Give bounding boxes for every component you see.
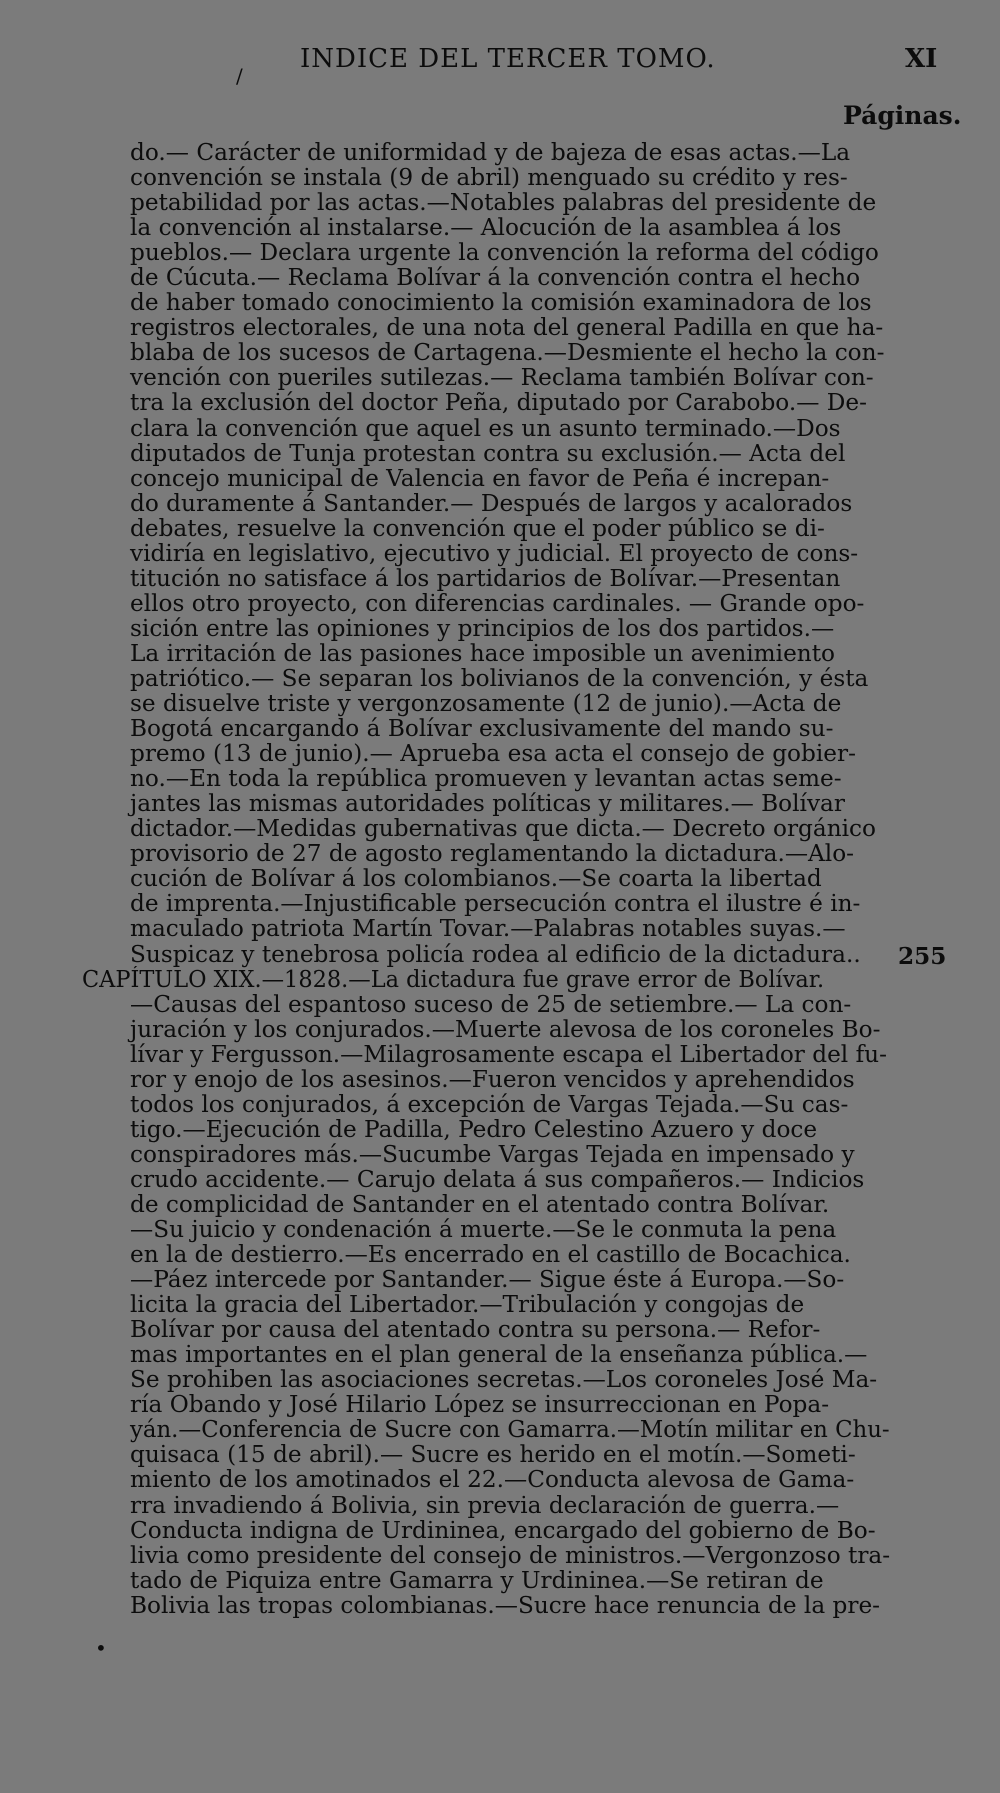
text-line: livia como presidente del consejo de ministros.—Vergonzoso tra- xyxy=(130,1541,891,1569)
text-line: clara la convención que aquel es un asunto terminado.—Dos xyxy=(130,414,841,442)
text-line: lívar y Fergusson.—Milagrosamente escapa el Libertador del fu- xyxy=(130,1040,887,1068)
text-line: Bolivia las tropas colombianas.—Sucre hace renuncia de la pre- xyxy=(130,1591,881,1619)
text-line: titución no satisface á los partidarios de Bolívar.—Presentan xyxy=(130,564,841,592)
text-line: crudo accidente.— Carujo delata á sus compañeros.— Indicios xyxy=(130,1165,865,1193)
text-line: tigo.—Ejecución de Padilla, Pedro Celestino Azuero y doce xyxy=(130,1115,818,1143)
text-line: —Su juicio y condenación á muerte.—Se le conmuta la pena xyxy=(130,1216,837,1244)
text-line: de complicidad de Santander en el atentado contra Bolívar. xyxy=(130,1190,830,1218)
text-line: sición entre las opiniones y principios de los dos partidos.— xyxy=(130,614,835,642)
index-text-block xyxy=(82,139,891,1619)
text-line: Conducta indigna de Urdininea, encargado del gobierno de Bo- xyxy=(130,1516,876,1544)
text-line: premo (13 de junio).— Aprueba esa acta el consejo de gobier- xyxy=(130,740,856,768)
text-line: diputados de Tunja protestan contra su exclusión.— Acta del xyxy=(130,439,846,467)
text-line: ría Obando y José Hilario López se insurreccionan en Popa- xyxy=(130,1391,830,1419)
header-mark: / xyxy=(236,64,243,88)
text-line: yán.—Conferencia de Sucre con Gamarra.—Motín militar en Chu- xyxy=(130,1416,890,1444)
text-line: de Cúcuta.— Reclama Bolívar á la convención contra el hecho xyxy=(130,264,861,292)
text-line: cución de Bolívar á los colombianos.—Se coarta la libertad xyxy=(130,865,822,893)
text-line: La irritación de las pasiones hace imposible un avenimiento xyxy=(130,639,835,667)
text-line: —Causas del espantoso suceso de 25 de setiembre.— La con- xyxy=(130,990,852,1018)
text-line: la convención al instalarse.— Alocución de la asamblea á los xyxy=(130,214,842,242)
text-line: blaba de los sucesos de Cartagena.—Desmiente el hecho la con- xyxy=(130,339,885,367)
text-line: quisaca (15 de abril).— Sucre es herido en el motín.—Someti- xyxy=(130,1441,856,1469)
text-line: no.—En toda la república promueven y levantan actas seme- xyxy=(130,765,842,793)
text-line: do duramente á Santander.— Después de largos y acalorados xyxy=(130,489,853,517)
text-line: provisorio de 27 de agosto reglamentando la dictadura.—Alo- xyxy=(130,840,854,868)
text-line: convención se instala (9 de abril) menguado su crédito y res- xyxy=(130,164,848,192)
text-line: conspiradores más.—Sucumbe Vargas Tejada en impensado y xyxy=(130,1140,855,1168)
text-line: ellos otro proyecto, con diferencias cardinales. — Grande opo- xyxy=(130,589,865,617)
text-line: vención con pueriles sutilezas.— Reclama también Bolívar con- xyxy=(130,364,874,392)
text-line: juración y los conjurados.—Muerte alevosa de los coroneles Bo- xyxy=(130,1015,881,1043)
running-header xyxy=(0,44,1000,78)
text-line: pueblos.— Declara urgente la convención la reforma del código xyxy=(130,239,879,267)
text-line: se disuelve triste y vergonzosamente (12 de junio).—Acta de xyxy=(130,690,842,718)
header-title: INDICE DEL TERCER TOMO. xyxy=(300,44,716,74)
text-line: ror y enojo de los asesinos.—Fueron vencidos y aprehendidos xyxy=(130,1065,855,1093)
text-line: dictador.—Medidas gubernativas que dicta.— Decreto orgánico xyxy=(130,815,877,843)
text-line: petabilidad por las actas.—Notables palabras del presidente de xyxy=(130,189,877,217)
text-line: tado de Piquiza entre Gamarra y Urdininea.—Se retiran de xyxy=(130,1566,824,1594)
header-page-number: XI xyxy=(905,44,938,74)
text-line: Bolívar por causa del atentado contra su persona.— Refor- xyxy=(130,1316,821,1344)
text-line: debates, resuelve la convención que el poder público se di- xyxy=(130,514,825,542)
text-line: jantes las mismas autoridades políticas y militares.— Bolívar xyxy=(130,790,845,818)
text-line: mas importantes en el plan general de la enseñanza pública.— xyxy=(130,1341,868,1369)
text-line: tra la exclusión del doctor Peña, diputado por Carabobo.— De- xyxy=(130,389,867,417)
text-line: Se prohiben las asociaciones secretas.—Los coroneles José Ma- xyxy=(130,1366,878,1394)
text-line: concejo municipal de Valencia en favor de Peña é increpan- xyxy=(130,464,830,492)
text-line: de haber tomado conocimiento la comisión examinadora de los xyxy=(130,289,872,317)
text-line: de imprenta.—Injustificable persecución contra el ilustre é in- xyxy=(130,890,861,918)
text-line: Bogotá encargando á Bolívar exclusivamente del mando su- xyxy=(130,715,834,743)
text-line: registros electorales, de una nota del general Padilla en que ha- xyxy=(130,314,884,342)
text-line: —Páez intercede por Santander.— Sigue éste á Europa.—So- xyxy=(130,1266,845,1294)
footer-mark: • xyxy=(95,1636,107,1660)
text-line: maculado patriota Martín Tovar.—Palabras notables suyas.— xyxy=(130,915,846,943)
text-line: patriótico.— Se separan los bolivianos de la convención, y ésta xyxy=(130,664,869,692)
chapter-heading-line: CAPÍTULO XIX.—1828.—La dictadura fue grave error de Bolívar. xyxy=(82,965,825,993)
text-line: rra invadiendo á Bolivia, sin previa declaración de guerra.— xyxy=(130,1491,840,1519)
text-line: Suspicaz y tenebrosa policía rodea al edificio de la dictadura.. xyxy=(130,940,861,968)
text-line: licita la gracia del Libertador.—Tribulación y congojas de xyxy=(130,1291,805,1319)
page-reference: 255 xyxy=(898,943,947,970)
text-line: en la de destierro.—Es encerrado en el castillo de Bocachica. xyxy=(130,1241,851,1269)
text-line: do.— Carácter de uniformidad y de bajeza de esas actas.—La xyxy=(130,139,851,166)
text-line: vidiría en legislativo, ejecutivo y judicial. El proyecto de cons- xyxy=(130,539,859,567)
paginas-label: Páginas. xyxy=(843,101,962,130)
text-line: todos los conjurados, á excepción de Vargas Tejada.—Su cas- xyxy=(130,1090,849,1118)
text-line: miento de los amotinados el 22.—Conducta alevosa de Gama- xyxy=(130,1466,855,1494)
